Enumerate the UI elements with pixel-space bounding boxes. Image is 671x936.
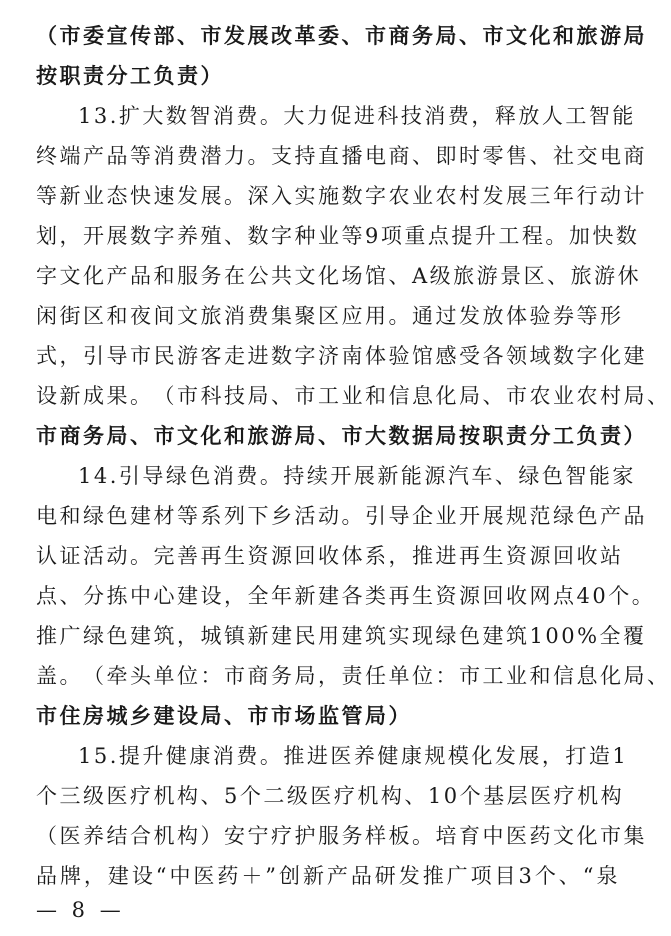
paragraph-15-line: 15 . 提 升 健 康 消 费 。 推 进 医 养 健 康 规 模 化 发 展 ， 打 造 1 bbox=[78, 744, 629, 768]
text-line: 电 和 绿 色 建 材 等 系 列 下 乡 活 动 。 引 导 企 业 开 展 规 范 绿 色 产 品 bbox=[36, 504, 647, 528]
paragraph-14-line: 14 . 引 导 绿 色 消 费 。 持 续 开 展 新 能 源 汽 车 、 绿 色 智 能 家 bbox=[78, 464, 636, 488]
text-line: 品 牌 ， 建 设 “ 中 医 药 ＋ ” 创 新 产 品 研 发 推 广 项 目 3 个 、 “ 泉 bbox=[36, 864, 620, 888]
text-line: 终 端 产 品 等 消 费 潜 力 。 支 持 直 播 电 商 、 即 时 零 售 、 社 交 电 商 bbox=[36, 144, 647, 168]
paragraph-13-line: 13 . 扩 大 数 智 消 费 。 大 力 促 进 科 技 消 费 ， 释 放 人 工 智 能 bbox=[78, 104, 636, 128]
text-line: 市住房城乡建设局、市市场监管局） bbox=[36, 703, 412, 728]
text-line: 式 ， 引 导 市 民 游 客 走 进 数 字 济 南 体 验 馆 感 受 各 领 域 数 字 化 建 bbox=[36, 344, 647, 368]
text-line: 等 新 业 态 快 速 发 展 。 深 入 实 施 数 字 农 业 农 村 发 展 三 年 行 动 计 bbox=[36, 184, 647, 208]
text-line: 盖 。 （ 牵 头 单 位 ： 市 商 务 局 ， 责 任 单 位 ： 市 工 业 和 信 息 化 局 、 bbox=[36, 664, 671, 688]
text-line: 推 广 绿 色 建 筑 ， 城 镇 新 建 民 用 建 筑 实 现 绿 色 建 筑 100% 全 覆 bbox=[36, 624, 647, 648]
text-line: 设 新 成 果 。 （ 市 科 技 局 、 市 工 业 和 信 息 化 局 、 市 农 业 农 村 局 、 bbox=[36, 384, 671, 408]
text-line: 认 证 活 动 。 完 善 再 生 资 源 回 收 体 系 ， 推 进 再 生 资 源 回 收 站 bbox=[36, 544, 624, 568]
text-line: 点 、 分 拣 中 心 建 设 ， 全 年 新 建 各 类 再 生 资 源 回 收 网 点 40 个 。 bbox=[36, 584, 656, 608]
text-line: （ 市 委 宣 传 部 、 市 发 展 改 革 委 、 市 商 务 局 、 市 文 化 和 旅 游 局 bbox=[36, 23, 647, 48]
text-line: 按职责分工负责） bbox=[36, 63, 224, 88]
text-line: 市商务局、市文化和旅游局、市大数据局按职责分工负责） bbox=[36, 423, 647, 448]
text-line: 划 ， 开 展 数 字 养 殖 、 数 字 种 业 等 9 项 重 点 提 升 工 程 。 加 快 数 bbox=[36, 224, 640, 248]
text-line: 字 文 化 产 品 和 服 务 在 公 共 文 化 场 馆 、 A 级 旅 游 景 区 、 旅 游 休 bbox=[36, 264, 642, 288]
text-line: 闲 街 区 和 夜 间 文 旅 消 费 集 聚 区 应 用 。 通 过 发 放 体 验 券 等 形 bbox=[36, 304, 624, 328]
text-line: 个 三 级 医 疗 机 构 、 5 个 二 级 医 疗 机 构 、 10 个 基 层 医 疗 机 构 bbox=[36, 784, 625, 808]
text-line: （ 医 养 结 合 机 构 ） 安 宁 疗 护 服 务 样 板 。 培 育 中 医 药 文 化 市 集 bbox=[36, 824, 647, 848]
page-number: — 8 — bbox=[36, 898, 125, 922]
